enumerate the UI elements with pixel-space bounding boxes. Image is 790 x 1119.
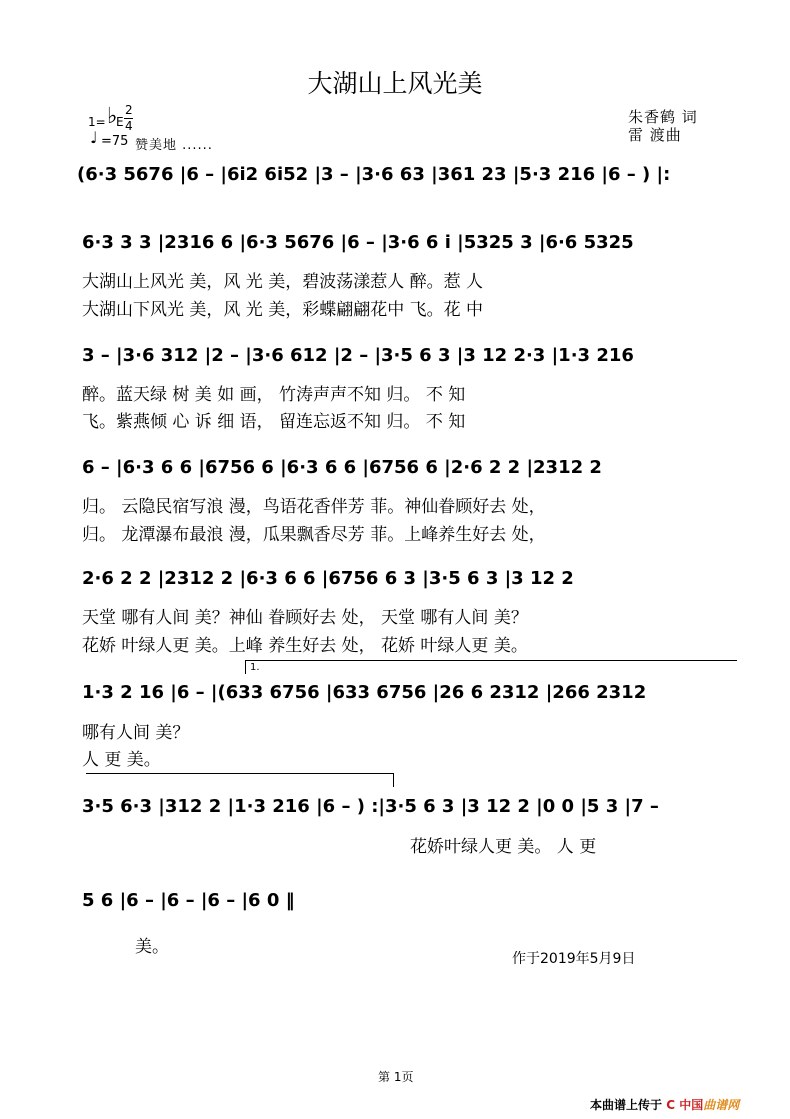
flat-icon: ♭ xyxy=(107,104,118,129)
tempo-value: =75 xyxy=(101,134,129,149)
volta-bracket-end xyxy=(393,773,394,787)
notation-row-8: 5 6 |6 – |6 – |6 – |6 0 ‖ xyxy=(82,890,295,911)
volta-1-label: 1. xyxy=(250,662,260,673)
quarter-note-icon: ♩ xyxy=(90,128,98,147)
page-title: 大湖山上风光美 xyxy=(307,69,483,98)
notation-row-2: 6·3 3 3 |2316 6 |6·3 5676 |6 – |3·6 6 i |5325 3 |6·6 5325 xyxy=(82,232,634,253)
page-number: 第 1页 xyxy=(378,1070,414,1084)
volta-bracket-line xyxy=(245,660,737,661)
lyric-row-4-verse-1: 归。 云隐民宿写浪 漫，鸟语花香伴芳 菲。神仙眷顾好去 处， xyxy=(82,497,546,517)
lyric-row-8-verse-1: 美。 xyxy=(135,937,169,957)
lyric-row-5-verse-1: 天堂 哪有人间 美？神仙 眷顾好去 处， 天堂 哪有人间 美？ xyxy=(82,608,528,628)
key-prefix: 1= xyxy=(88,115,106,129)
notation-row-4: 6 – |6·3 6 6 |6756 6 |6·3 6 6 |6756 6 |2·6 2 2 |2312 2 xyxy=(82,457,602,478)
lyricist-credit: 朱香鹤 词 xyxy=(628,108,698,126)
footer-site-cn: 中国 xyxy=(679,1098,704,1112)
notation-row-7: 3·5 6·3 |312 2 |1·3 216 |6 – ) :|3·5 6 3 |3 12 2 |0 0 |5 3 |7 – xyxy=(82,796,659,817)
lyric-row-2-verse-1: 大湖山上风光 美，风 光 美，碧波荡漾惹人 醉。惹 人 xyxy=(82,272,484,292)
lyric-row-5-verse-2: 花娇 叶绿人更 美。上峰 养生好去 处， 花娇 叶绿人更 美。 xyxy=(82,636,528,656)
volta-bracket-line-continued xyxy=(86,773,393,774)
lyric-row-6-verse-1: 哪有人间 美？ xyxy=(82,723,190,743)
notation-row-5: 2·6 2 2 |2312 2 |6·3 6 6 |6756 6 3 |3·5 6 3 |3 12 2 xyxy=(82,568,574,589)
notation-row-3: 3 – |3·6 312 |2 – |3·6 612 |2 – |3·5 6 3 |3 12 2·3 |1·3 216 xyxy=(82,345,634,366)
date-note: 作于2019年5月9日 xyxy=(512,951,636,967)
lyric-row-2-verse-2: 大湖山下风光 美，风 光 美，彩蝶翩翩花中 飞。花 中 xyxy=(82,300,484,320)
footer-credit xyxy=(590,1096,739,1113)
volta-bracket-tick xyxy=(245,660,246,674)
notation-row-1: (6·3 5676 |6 – |6i2 6i52 |3 – |3·6 63 |361 23 |5·3 216 |6 – ) |: xyxy=(77,164,671,185)
key-note: E xyxy=(116,115,124,129)
composer-credit: 雷 渡曲 xyxy=(628,126,682,144)
notation-row-6: 1·3 2 16 |6 – |(633 6756 |633 6756 |26 6 2312 |266 2312 xyxy=(82,682,647,703)
lyric-row-3-verse-2: 飞。紫燕倾 心 诉 细 语， 留连忘返不知 归。 不 知 xyxy=(82,412,466,432)
footer-site-qu: 曲谱网 xyxy=(703,1098,740,1112)
lyric-row-4-verse-2: 归。 龙潭瀑布最浪 漫，瓜果飘香尽芳 菲。上峰养生好去 处， xyxy=(82,525,546,545)
expression-mark: 赞美地 ...... xyxy=(135,138,213,153)
meter-top: 2 xyxy=(125,103,133,117)
meter-bottom: 4 xyxy=(125,119,133,133)
lyric-row-7-verse-1: 花娇叶绿人更 美。 人 更 xyxy=(410,837,597,857)
site-logo-icon: C xyxy=(666,1098,676,1112)
lyric-row-3-verse-1: 醉。蓝天绿 树 美 如 画， 竹涛声声不知 归。 不 知 xyxy=(82,385,466,405)
lyric-row-6-verse-2: 人 更 美。 xyxy=(82,750,161,770)
footer-prefix: 本曲谱上传于 xyxy=(590,1098,663,1112)
